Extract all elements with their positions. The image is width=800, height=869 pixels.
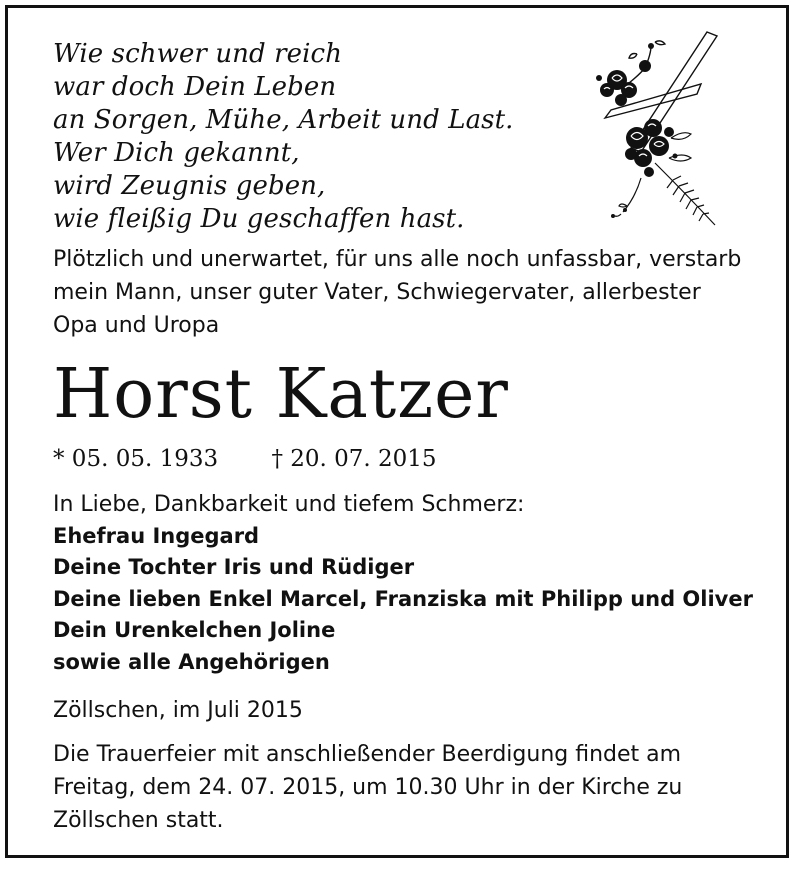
poem-line: Wie schwer und reich: [53, 39, 343, 69]
mourner-name: Deine lieben Enkel Marcel, Franziska mit Philipp und Oliver: [53, 586, 753, 611]
intro-line: mein Mann, unser guter Vater, Schwiegervater, allerbester: [53, 280, 701, 305]
mourner-name: Dein Urenkelchen Joline: [53, 618, 336, 642]
intro-line: Plötzlich und unerwartet, für uns alle noch unfassbar, verstarb: [53, 247, 742, 272]
funeral-notice: [53, 738, 682, 837]
poem-line: wird Zeugnis geben,: [53, 171, 326, 201]
mourner-name: Ehefrau Ingegard: [53, 523, 260, 548]
poem-line: wie fleißig Du geschaffen hast.: [53, 204, 465, 234]
poem-line: Wer Dich gekannt,: [53, 138, 300, 168]
poem-line: an Sorgen, Mühe, Arbeit und Last.: [53, 105, 514, 135]
deceased-name: Horst Katzer: [53, 355, 509, 434]
poem-line: war doch Dein Leben: [53, 72, 337, 102]
life-dates: [53, 443, 437, 475]
funeral-line: Die Trauerfeier mit anschließender Beerdigung findet am: [53, 742, 682, 767]
birth-date: * 05. 05. 1933: [53, 446, 219, 472]
cross-with-roses-icon: [585, 28, 735, 228]
poem: [53, 38, 514, 236]
death-date: † 20. 07. 2015: [271, 446, 437, 472]
mourner-name: sowie alle Angehörigen: [53, 649, 330, 674]
mourners-heading: In Liebe, Dankbarkeit und tiefem Schmerz:: [53, 492, 525, 517]
intro-text: [53, 243, 753, 342]
funeral-line: Zöllschen statt.: [53, 808, 224, 833]
place-and-date: Zöllschen, im Juli 2015: [53, 698, 303, 723]
mourners-block: [53, 489, 753, 678]
mourner-name: Deine Tochter Iris und Rüdiger: [53, 555, 415, 579]
funeral-line: Freitag, dem 24. 07. 2015, um 10.30 Uhr in der Kirche zu: [53, 775, 683, 800]
intro-line: Opa und Uropa: [53, 313, 220, 338]
